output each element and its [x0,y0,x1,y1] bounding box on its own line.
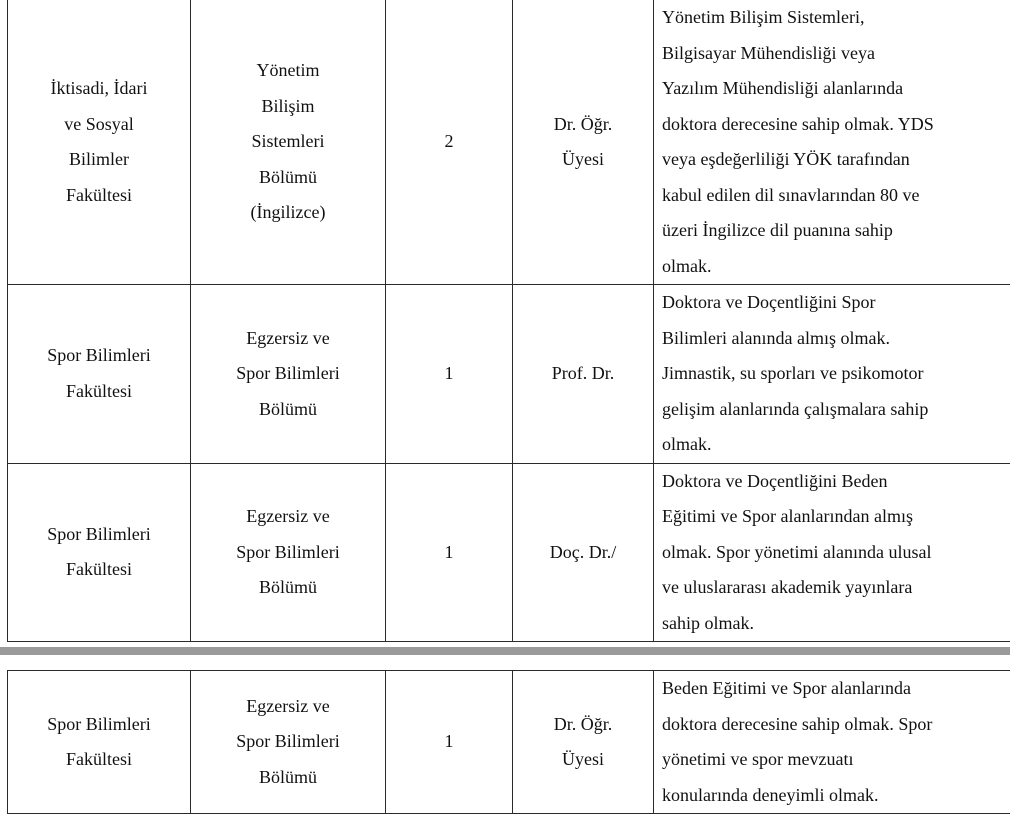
requirement-line: kabul edilen dil sınavlarından 80 ve [662,185,919,205]
requirement-line: Doktora ve Doçentliğini Beden [662,471,887,491]
position-count: 1 [445,731,454,751]
table-row [8,0,1010,285]
requirement-line: Doktora ve Doçentliğini Spor [662,292,875,312]
requirement-line: yönetimi ve spor mevzuatı [662,749,853,769]
requirement-line: konularında deneyimli olmak. [662,785,878,805]
department-cell [191,671,386,814]
title-line: Dr. Öğr. [554,714,613,734]
department-cell [191,285,386,464]
department-name [205,321,371,428]
requirements-text [662,0,1006,284]
title-line: Doç. Dr./ [550,542,617,562]
department-line: Yönetim [257,60,320,80]
requirements-text [662,285,1006,463]
department-name [205,53,371,231]
faculty-cell [8,285,191,464]
requirement-line: Eğitimi ve Spor alanlarından almış [662,506,913,526]
faculty-line: Spor Bilimleri [47,524,151,544]
title-line: Dr. Öğr. [554,114,613,134]
requirement-line: Beden Eğitimi ve Spor alanlarında [662,678,911,698]
count-cell [386,0,513,285]
department-line: Bölümü [259,167,317,187]
table-row [8,671,1010,814]
academic-title [527,535,639,571]
requirement-line: sahip olmak. [662,613,754,633]
faculty-name [22,71,176,213]
requirement-line: ve uluslararası akademik yayınlara [662,577,912,597]
department-line: Bölümü [259,577,317,597]
department-line: Egzersiz ve [246,328,329,348]
requirement-line: Yönetim Bilişim Sistemleri, [662,7,865,27]
faculty-line: Spor Bilimleri [47,714,151,734]
requirement-line: Bilimleri alanında almış olmak. [662,328,890,348]
page-break-divider [0,647,1010,655]
requirement-line: üzeri İngilizce dil puanına sahip [662,220,893,240]
title-line: Prof. Dr. [552,363,615,383]
requirement-line: doktora derecesine sahip olmak. YDS [662,114,934,134]
requirements-text [662,464,1006,642]
requirement-line: veya eşdeğerliliği YÖK tarafından [662,149,910,169]
requirements-text [662,671,1006,813]
department-line: Bölümü [259,399,317,419]
faculty-line: Fakültesi [66,749,132,769]
requirement-line: doktora derecesine sahip olmak. Spor [662,714,932,734]
academic-title [527,707,639,778]
requirement-line: gelişim alanlarında çalışmalara sahip [662,399,928,419]
department-cell [191,0,386,285]
department-line: Egzersiz ve [246,506,329,526]
requirements-cell [654,0,1010,285]
department-line: (İngilizce) [251,202,326,222]
faculty-line: İktisadi, İdari [51,78,148,98]
requirements-cell [654,463,1010,642]
faculty-name [22,517,176,588]
requirement-line: Yazılım Mühendisliği alanlarında [662,78,903,98]
position-count: 1 [445,363,454,383]
count-cell [386,671,513,814]
count-cell [386,463,513,642]
title-cell [513,463,654,642]
requirement-line: olmak. Spor yönetimi alanında ulusal [662,542,931,562]
requirement-line: olmak. [662,256,712,276]
requirement-line: Bilgisayar Mühendisliği veya [662,43,875,63]
faculty-name [22,707,176,778]
department-line: Egzersiz ve [246,696,329,716]
position-count: 1 [445,542,454,562]
table-row [8,285,1010,464]
department-cell [191,463,386,642]
department-line: Bilişim [261,96,314,116]
requirements-cell [654,285,1010,464]
faculty-line: Bilimler [69,149,129,169]
title-line: Üyesi [562,749,604,769]
department-name [205,689,371,796]
count-cell [386,285,513,464]
faculty-line: Spor Bilimleri [47,345,151,365]
faculty-line: Fakültesi [66,559,132,579]
faculty-line: Fakültesi [66,381,132,401]
academic-title [527,356,639,392]
department-line: Sistemleri [252,131,325,151]
faculty-line: ve Sosyal [64,114,134,134]
faculty-cell [8,0,191,285]
department-name [205,499,371,606]
requirements-cell [654,671,1010,814]
table-row [8,463,1010,642]
faculty-cell [8,463,191,642]
title-line: Üyesi [562,149,604,169]
faculty-cell [8,671,191,814]
requirement-line: Jimnastik, su sporları ve psikomotor [662,363,923,383]
positions-table-page-1 [7,0,1010,642]
requirement-line: olmak. [662,434,712,454]
department-line: Spor Bilimleri [236,363,340,383]
department-line: Spor Bilimleri [236,731,340,751]
faculty-line: Fakültesi [66,185,132,205]
title-cell [513,285,654,464]
positions-table-page-2 [7,670,1010,814]
department-line: Spor Bilimleri [236,542,340,562]
faculty-name [22,338,176,409]
title-cell [513,671,654,814]
position-count: 2 [445,131,454,151]
department-line: Bölümü [259,767,317,787]
academic-title [527,107,639,178]
title-cell [513,0,654,285]
